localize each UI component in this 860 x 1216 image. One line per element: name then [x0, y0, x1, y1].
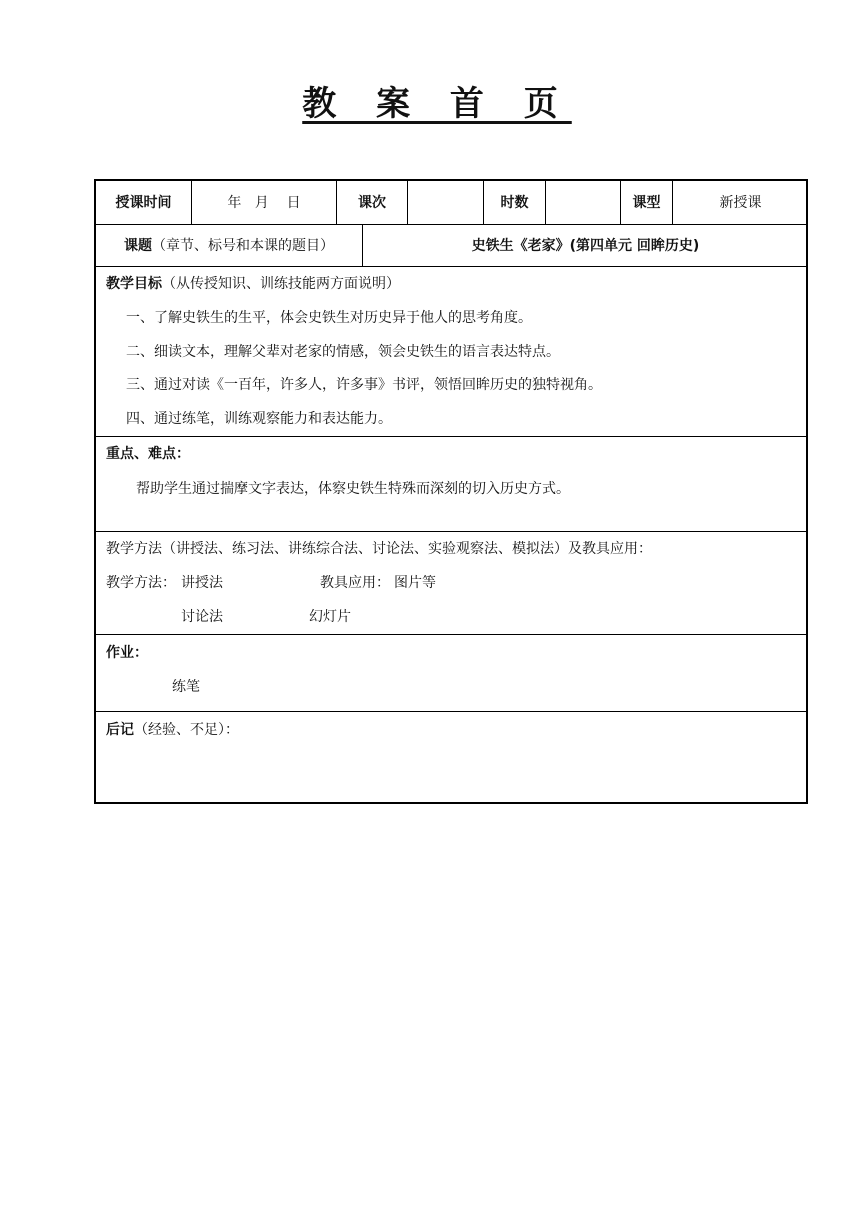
topic-label-cell [96, 225, 362, 266]
lesson-number-field[interactable] [408, 181, 483, 224]
lesson-number-label: 课次 [358, 194, 386, 211]
objective-item: 三、通过对读《一百年，许多人，许多事》书评，领悟回眸历史的独特视角。 [126, 377, 602, 393]
objective-item: 二、细读文本，理解父辈对老家的情感，领会史铁生的语言表达特点。 [126, 344, 560, 360]
row-divider [96, 634, 806, 635]
class-time-label: 授课时间 [115, 194, 172, 211]
objectives-hint: （从传授知识、训练技能两方面说明） [162, 276, 400, 292]
postscript-heading [106, 723, 239, 737]
topic-value: 史铁生《老家》(第四单元 回眸历史) [471, 237, 700, 254]
row-divider [96, 531, 806, 532]
class-type-label: 课型 [632, 194, 661, 211]
postscript-label: 后记 [106, 722, 134, 738]
topic-hint: （章节、标号和本课的题目） [152, 237, 334, 254]
keypoints-text: 帮助学生通过揣摩文字表达，体察史铁生特殊而深刻的切入历史方式。 [136, 481, 570, 497]
hours-field[interactable] [546, 181, 620, 224]
method-item: 讲授法 [181, 575, 223, 591]
page-title-text: 教 案 首 页 [302, 84, 572, 124]
keypoints-label: 重点、难点： [106, 446, 190, 462]
lesson-plan-table [94, 179, 808, 804]
tools-label: 教具应用： [320, 575, 390, 591]
homework-text: 练笔 [172, 679, 200, 695]
method-item: 讨论法 [181, 609, 223, 625]
objectives-label: 教学目标 [106, 276, 162, 292]
row-divider [96, 266, 806, 267]
methods-heading: 教学方法（讲授法、练习法、讲练综合法、讨论法、实验观察法、模拟法）及教具应用： [106, 541, 652, 557]
row-divider [96, 711, 806, 712]
class-date-value: 年 月 日 [227, 194, 301, 211]
page-title [0, 76, 860, 125]
class-date-field[interactable] [192, 181, 336, 224]
row-divider [96, 436, 806, 437]
topic-label: 课题 [124, 237, 152, 254]
homework-label: 作业： [106, 645, 148, 661]
class-type-value: 新授课 [719, 194, 762, 211]
tool-item: 幻灯片 [309, 609, 351, 625]
postscript-hint: （经验、不足）： [134, 722, 239, 738]
hours-label: 时数 [500, 194, 529, 211]
objectives-heading [106, 277, 400, 291]
objective-item: 一、了解史铁生的生平，体会史铁生对历史异于他人的思考角度。 [126, 310, 532, 326]
method-label: 教学方法： [106, 575, 176, 591]
tool-item: 图片等 [394, 575, 436, 591]
objective-item: 四、通过练笔，训练观察能力和表达能力。 [126, 411, 392, 427]
postscript-field[interactable] [96, 746, 808, 802]
